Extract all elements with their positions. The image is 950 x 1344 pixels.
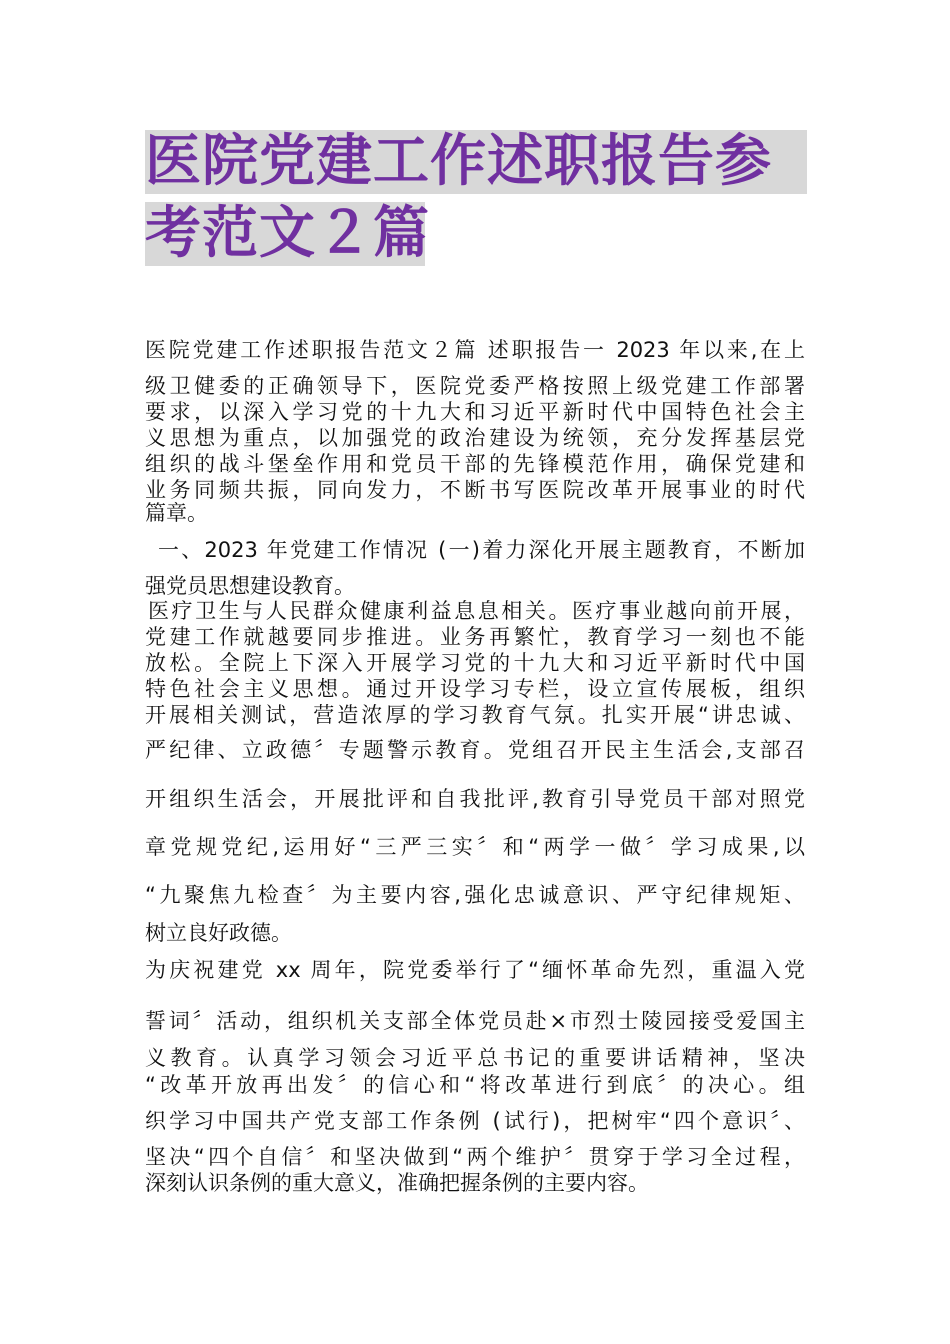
- body-line: 开组织生活会，开展批评和自我批评,教育引导党员干部对照党: [145, 787, 805, 811]
- body-line: 业务同频共振，同向发力，不断书写医院改革开展事业的时代: [145, 478, 805, 502]
- body-line: 党建工作就越要同步推进。业务再繁忙，教育学习一刻也不能: [145, 625, 805, 649]
- body-line: 誓词〞活动，组织机关支部全体党员赴×市烈士陵园接受爱国主: [145, 1009, 805, 1033]
- section-heading: 一、2023 年党建工作情况 (一)着力深化开展主题教育，不断加: [158, 538, 805, 562]
- body-line: 树立良好政德。: [145, 921, 292, 945]
- body-line: 深刻认识条例的重大意义，准确把握条例的主要内容。: [145, 1171, 649, 1195]
- body-line: 特色社会主义思想。通过开设学习专栏，设立宣传展板，组织: [145, 677, 805, 701]
- body-line: 织学习中国共产党支部工作条例 (试行)，把树牢“四个意识〞、: [145, 1109, 805, 1133]
- body-line: 强党员思想建设教育。: [145, 574, 355, 598]
- body-line: 开展相关测试，营造浓厚的学习教育气氛。扎实开展“讲忠诚、: [145, 703, 805, 727]
- body-line: 医院党建工作述职报告范文２篇 述职报告一 2023 年以来,在上: [145, 338, 805, 362]
- body-line: 义思想为重点，以加强党的政治建设为统领，充分发挥基层党: [145, 426, 805, 450]
- body-line: 篇章。: [145, 501, 208, 525]
- body-line: 坚决“四个自信〞和坚决做到“两个维护〞贯穿于学习全过程，: [145, 1145, 805, 1169]
- body-line: 组织的战斗堡垒作用和党员干部的先锋模范作用，确保党建和: [145, 452, 805, 476]
- body-line: 级卫健委的正确领导下，医院党委严格按照上级党建工作部署: [145, 374, 805, 398]
- body-line: “九聚焦九检查〞为主要内容,强化忠诚意识、严守纪律规矩、: [145, 883, 805, 907]
- body-line: 放松。全院上下深入开展学习党的十九大和习近平新时代中国: [145, 651, 805, 675]
- body-line: 为庆祝建党 xx 周年，院党委举行了“缅怀革命先烈，重温入党: [145, 958, 805, 982]
- body-line: 医疗卫生与人民群众健康利益息息相关。医疗事业越向前开展，: [148, 599, 805, 623]
- title-line-2: 考范文２篇: [145, 201, 430, 266]
- body-line: “改革开放再出发〞的信心和“将改革进行到底〞的决心。组: [145, 1073, 805, 1097]
- title-line-1: 医院党建工作述职报告参: [145, 130, 807, 194]
- body-line: 章党规党纪,运用好“三严三实〞和“两学一做〞学习成果,以: [145, 835, 805, 859]
- body-line: 严纪律、立政德〞专题警示教育。党组召开民主生活会,支部召: [145, 738, 805, 762]
- body-line: 义教育。认真学习领会习近平总书记的重要讲话精神，坚决: [145, 1046, 805, 1070]
- body-line: 要求，以深入学习党的十九大和习近平新时代中国特色社会主: [145, 400, 805, 424]
